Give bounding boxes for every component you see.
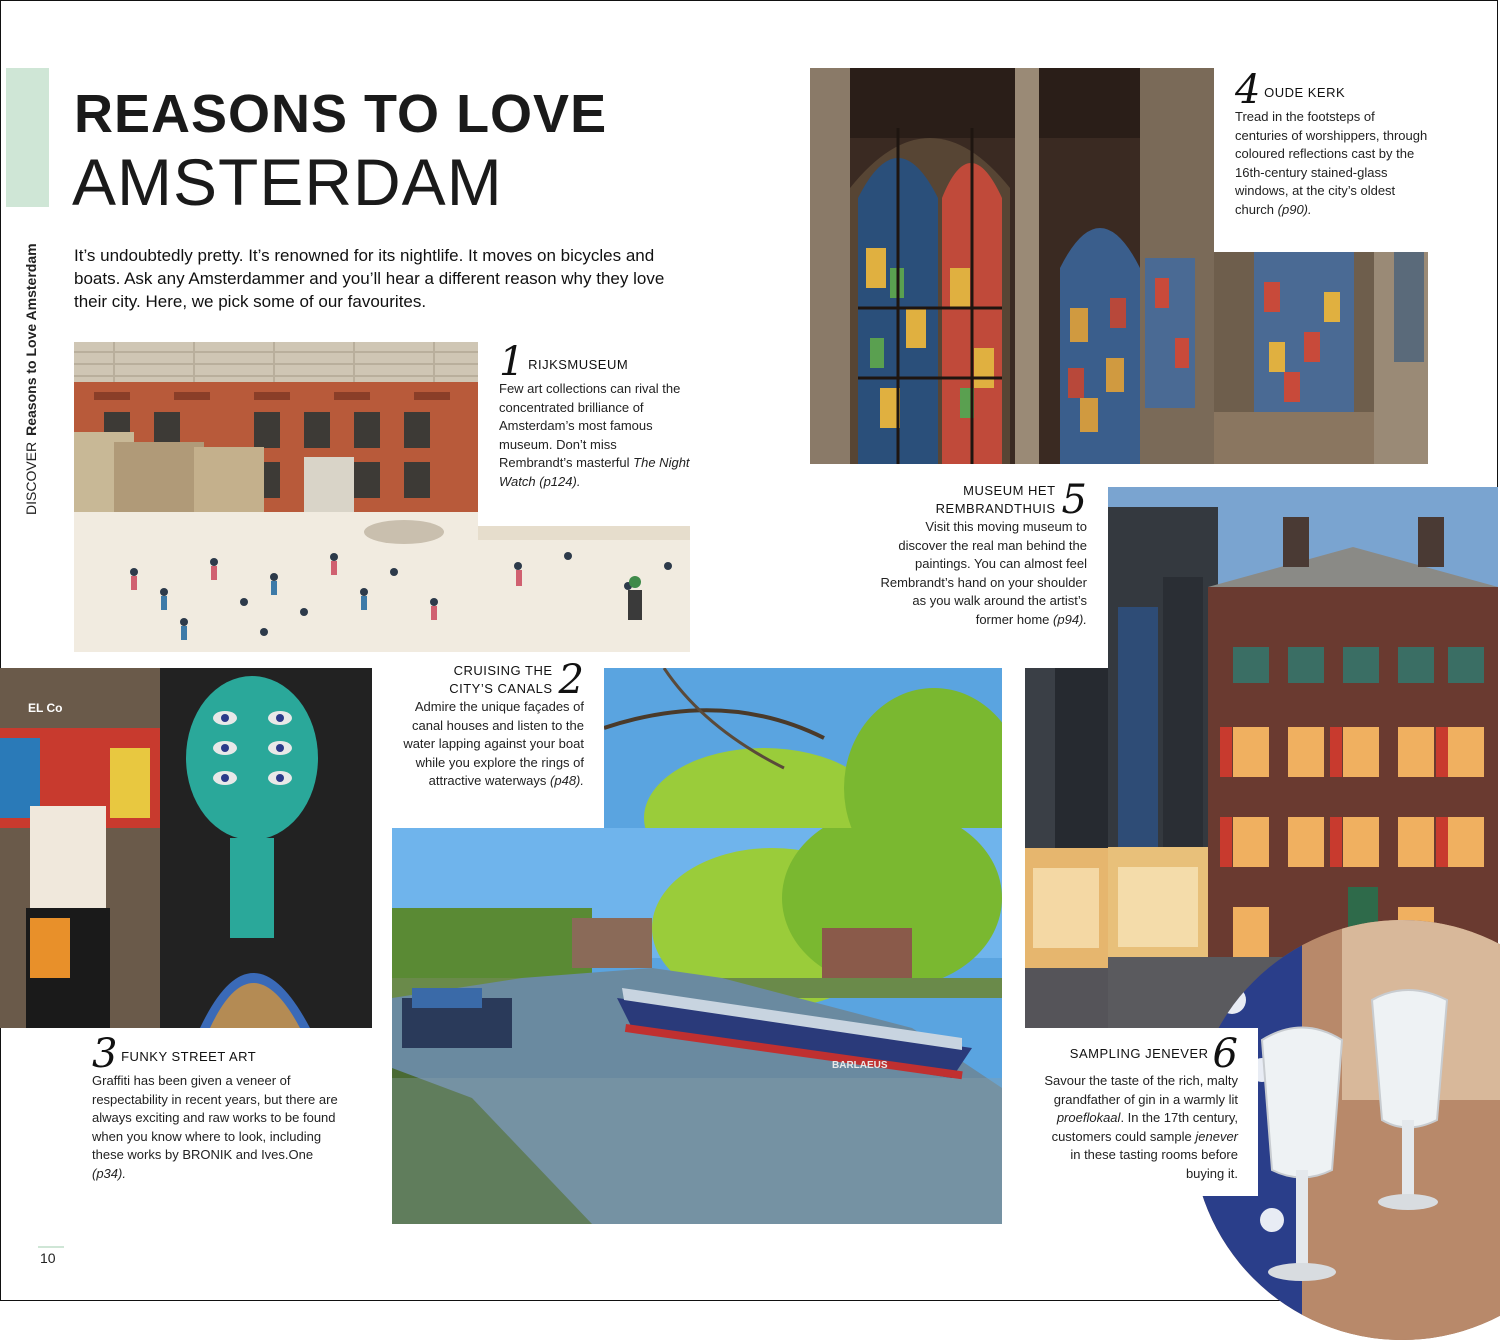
item-4-number: 4 [1235, 67, 1261, 113]
oude-kerk-photo-extension [1214, 252, 1428, 464]
item-6-body-1: Savour the taste of the rich, malty grandfather of gin in a warmly lit [1044, 1073, 1238, 1107]
rembrandthuis-photo-extension [1025, 668, 1108, 1028]
item-5-page-ref: (p94). [1053, 611, 1087, 627]
oude-kerk-photo [810, 68, 1214, 464]
item-4-body: Tread in the footsteps of centuries of worshippers, through coloured reflections cast by the 16th-century stained-glass windows, at the city’s oldest church [1235, 109, 1428, 217]
canal-photo-extension [604, 668, 1002, 828]
item-2-title-line1: CRUISING THE [453, 663, 553, 678]
item-4-caption [1214, 66, 1428, 252]
street-art-photo [0, 668, 372, 1028]
rijksmuseum-photo-extension [478, 526, 690, 652]
item-5-body: Visit this moving museum to discover the real man behind the paintings. You can almost feel Rembrandt’s hand on your shoulder as you walk around the artist’s former home [880, 519, 1087, 627]
rijksmuseum-photo [74, 342, 478, 652]
item-3-page-ref: (p34). [92, 1165, 126, 1181]
item-1-number: 1 [499, 339, 525, 385]
running-header [20, 215, 42, 515]
item-4-title: OUDE KERK [1264, 85, 1346, 100]
item-3-number: 3 [92, 1031, 118, 1077]
item-6-italic-2: jenever [1195, 1128, 1238, 1144]
item-5-caption [880, 477, 1108, 668]
item-1-title: RIJKSMUSEUM [528, 357, 629, 372]
item-3-title: FUNKY STREET ART [121, 1049, 257, 1064]
boat-name: BARLAEUS [832, 1060, 888, 1071]
graffiti-tag: EL Co [28, 701, 63, 715]
item-1-body: Few art collections can rival the concentrated brilliance of Amsterdam’s most famous museum. Don’t miss Rembrandt’s masterful [499, 381, 681, 471]
section-color-tab [6, 68, 49, 207]
item-2-caption [392, 657, 604, 828]
item-6-italic-1: proeflokaal [1056, 1110, 1121, 1126]
item-6-body-3: in these tasting rooms before buying it. [1070, 1147, 1238, 1181]
item-1-caption [492, 340, 690, 526]
item-6-caption [1040, 1028, 1258, 1196]
item-1-italic: The Night Watch [499, 455, 690, 489]
item-2-number: 2 [558, 657, 584, 703]
chapter-label: Reasons to Love Amsterdam [23, 243, 39, 436]
item-5-title-line2: REMBRANDTHUIS [935, 501, 1056, 516]
item-6-body-2: . In the 17th century, customers could sample [1051, 1110, 1238, 1144]
intro-paragraph: It’s undoubtedly pretty. It’s renowned for its nightlife. It moves on bicycles and boats. Ask any Amsterdammer and you’ll hear a different reason why they love their city. Here, we pick some of our favourites. [74, 246, 665, 311]
item-2-page-ref: (p48). [550, 773, 584, 789]
item-2-title-line2: CITY’S CANALS [449, 681, 553, 696]
item-2-body: Admire the unique façades of canal houses and listen to the water lapping against your boat while you explore the rings of attractive waterways [403, 699, 584, 789]
item-3-body: Graffiti has been given a veneer of respectability in recent years, but there are always exciting and raw works to be found when you know where to look, including these works by BRONIK and Ives.One [92, 1073, 338, 1163]
item-6-title: SAMPLING JENEVER [1069, 1045, 1209, 1061]
item-1-page-ref: (p124). [539, 473, 581, 489]
item-6-number: 6 [1212, 1031, 1238, 1077]
page-number-bar [38, 1246, 64, 1248]
item-5-title-line1: MUSEUM HET [963, 483, 1056, 498]
item-5-number: 5 [1061, 477, 1087, 523]
item-3-caption [74, 1028, 346, 1198]
canal-photo [392, 828, 1002, 1224]
page-title-line1: REASONS TO LOVE [74, 84, 608, 144]
section-label: DISCOVER [23, 441, 39, 515]
item-4-page-ref: (p90). [1277, 201, 1312, 217]
page-title-line2: AMSTERDAM [72, 145, 503, 219]
page-number: 10 [40, 1250, 56, 1266]
